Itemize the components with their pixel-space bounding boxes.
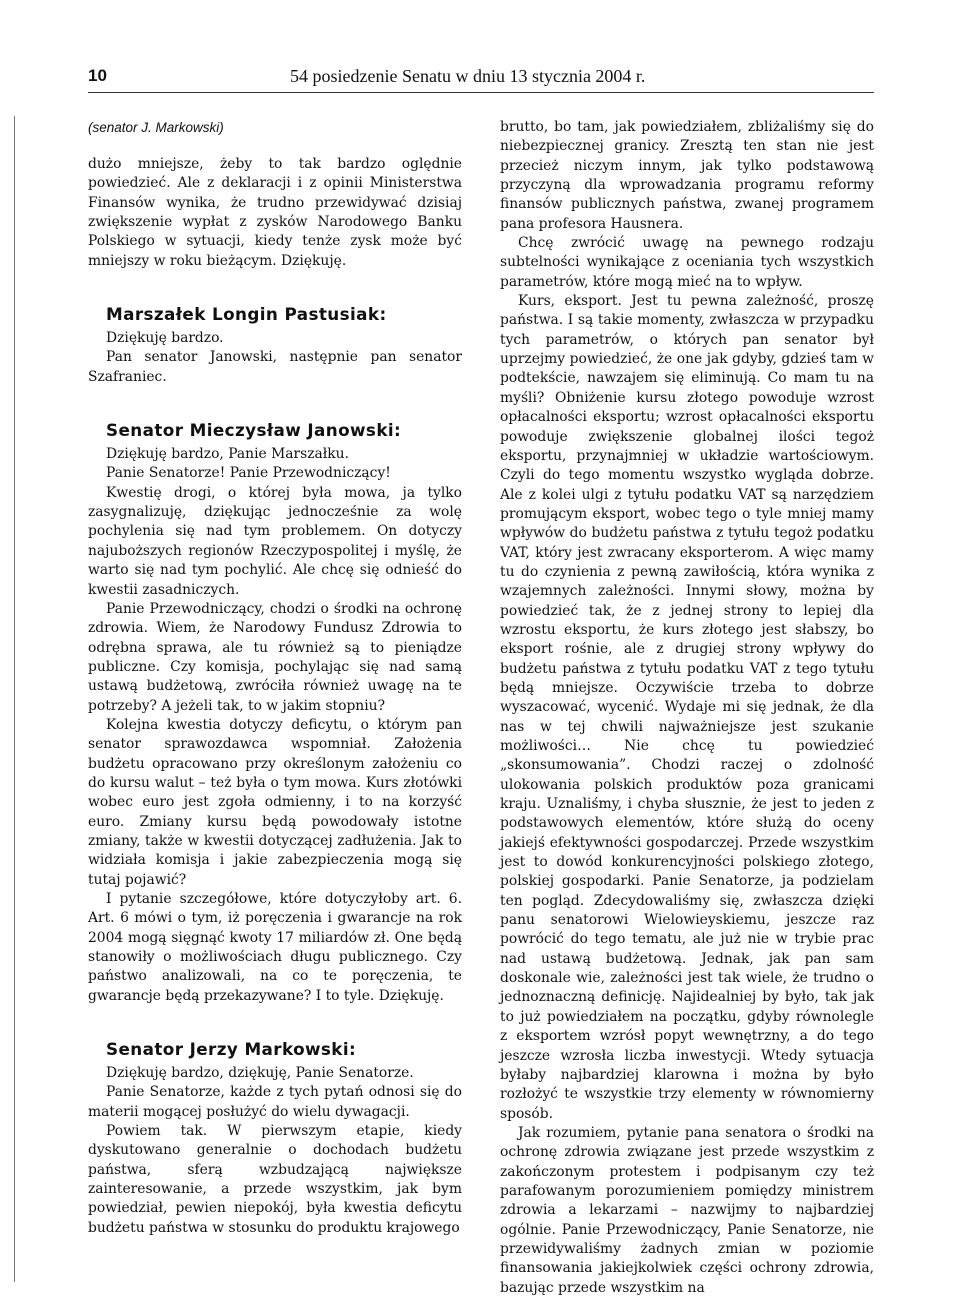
page-header — [88, 66, 874, 93]
paragraph: I pytanie szczegółowe, które dotyczyłoby art. 6. Art. 6 mówi o tym, iż poręczenia i gwarancje na rok 2004 mogą sięgnąć kwoty 17 miliardów zł. One będą stanowiły o możliwościach długu publicznego. Czy państwo analizowali, na co te poręczenia, te gwarancje będą przekazywane? I to tyle. Dziękuję. — [88, 891, 462, 1004]
paragraph: dużo mniejsze, żeby to tak bardzo oględnie powiedzieć. Ale z deklaracji i z opinii Ministerstwa Finansów wynika, że trudno przewidywać dzisiaj zwiększenie wypłat z zysków Narodowego Banku Polskiego w sytuacji, kiedy tenże zysk może być mniejszy w roku bieżącym. Dziękuję. — [88, 156, 462, 269]
paragraph: Panie Senatorze, każde z tych pytań odnosi się do materii mogącej posłużyć do wielu dywagacji. — [88, 1084, 462, 1120]
paragraph: Dziękuję bardzo, dziękuję, Panie Senatorze. — [106, 1065, 414, 1082]
paragraph: brutto, bo tam, jak powiedziałem, zbliżaliśmy się do niebezpiecznej granicy. Zresztą ten stan nie jest przecież niczym innym, jak tylko podstawową przyczyną dla wprowadzania programu reformy finansów publicznych państwa, zwanej programem pana profesora Hausnera. — [500, 119, 874, 232]
left-column — [88, 118, 462, 1238]
paragraph: Pan senator Janowski, następnie pan senator Szafraniec. — [88, 349, 462, 385]
right-column — [500, 118, 874, 1298]
paragraph: Kurs, eksport. Jest tu pewna zależność, proszę państwa. I są takie momenty, zwłaszcza w przypadku tych parametrów, o których pan senator był uprzejmy powiedzieć, że one jak gdyby, gdzieś tam w podtekście, nawzajem się eliminują. Co mam tu na myśli? Obniżenie kursu złotego powoduje wzrost opłacalności eksportu; wzrost opłacalności eksportu powoduje zwiększenie globalnej ilości tegoż eksportu, przynajmniej w układzie wartościowym. Czyli do tego momentu wszystko wygląda dobrze. Ale z kolei ulgi z tytułu podatku VAT są narzędziem promującym eksport, wobec tego o tyle mniej mamy wpływów do budżetu państwa z tytułu tegoż podatku VAT, który jest zwracany eksporterom. A więc mamy tu do czynienia z pewną zawiłością, która wynika z wzajemnych zależności. Innymi słowy, można by powiedzieć tak, że z jednej strony to lepiej dla wzrostu eksportu, że kurs złotego jest słabszy, bo eksport rośnie, ale z drugiej strony wpływy do budżetu państwa z tytułu podatku VAT z tego tytułu będą mniejsze. Oczywiście trzeba to dobrze wyszacować, wycenić. Wydaje mi się jednak, że dla nas w tej chwili najważniejsze jest szukanie możliwości… Nie chcę tu powiedzieć „skonsumowania”. Chodzi raczej o zdolność ulokowania polskich produktów poza granicami kraju. Uznaliśmy, i chyba słusznie, że jest to jeden z podstawowych elementów, które służą do oceny jakiejś efektywności gospodarczej. Przede wszystkim jest to dowód konkurencyjności polskiego złotego, polskiej gospodarki. Panie Senatorze, ja podzielam ten pogląd. Zdecydowaliśmy się, zwłaszcza dzięki panu senatorowi Wielowieyskiemu, jeszcze raz powrócić do tego tematu, ale już nie w trybie prac nad ustawą budżetową. Jednak, jak pan sam doskonale wie, zależności jest tak wiele, że trudno o jednoznaczną definicję. Najidealniej by było, tak jak to już powiedziałem na początku, gdyby równolegle z eksportem wzrósł popyt wewnętrzny, a do tego jeszcze wzrosła liczba inwestycji. Wtedy sytuacja byłaby najbardziej klarowna i można by było rozłożyć te wszystkie trzy elementy w równomierny sposób. — [500, 293, 874, 1122]
continued-speaker-label: (senator J. Markowski) — [88, 120, 224, 135]
paragraph: Powiem tak. W pierwszym etapie, kiedy dyskutowano generalnie o dochodach budżetu państwa, sferą wzbudzającą największe zainteresowanie, a przede wszystkim, jak bym powiedział, pewien niepokój, była kwestia deficytu budżetu państwa w stosunku do produktu krajowego — [88, 1123, 462, 1236]
paragraph: Kolejna kwestia dotyczy deficytu, o którym pan senator sprawozdawca wspomniał. Założenia budżetu opracowano przy określonym założeniu co do kursu walut – też była o tym mowa. Kurs złotówki wobec euro jest zgoła odmienny, i to na korzyść euro. Zmiany kursu będą powodowały istotne zmiany, także w kwestii dotyczącej zadłużenia. Jak to widziała komisja i jakie zabezpieczenia mogą się tutaj pojawić? — [88, 716, 462, 888]
paragraph: Dziękuję bardzo, Panie Marszałku. — [106, 446, 350, 463]
paragraph: Kwestię drogi, o której była mowa, ja tylko zasygnalizuję, dziękując jednocześnie za wolę pochylenia się nad tym problemem. On dotyczy najuboższych regionów Rzeczypospolitej i myślę, że warto się nad tym pochylić. Ale chcę się odnieść do kwestii zasadniczych. — [88, 484, 462, 598]
paragraph: Panie Senatorze! Panie Przewodniczący! — [106, 465, 391, 482]
margin-rule — [14, 116, 15, 1282]
paragraph: Dziękuję bardzo. — [106, 330, 224, 347]
speaker-heading: Marszałek Longin Pastusiak: — [106, 304, 387, 325]
page-number: 10 — [88, 66, 107, 85]
paragraph: Panie Przewodniczący, chodzi o środki na ochronę zdrowia. Wiem, że Narodowy Fundusz Zdrowia to odrębna sprawa, ale tu również są to pieniądze publiczne. Czy komisja, pochylając się nad samą ustawą budżetową, zwróciła również uwagę na te potrzeby? A jeżeli tak, to w jakim stopniu? — [88, 600, 462, 714]
running-title: 54 posiedzenie Senatu w dniu 13 stycznia 2004 r. — [290, 66, 646, 86]
paragraph: Jak rozumiem, pytanie pana senatora o środki na ochronę zdrowia związane jest przede wszystkim z zakończonym protestem i podpisanym czy też parafowanym porozumieniem pomiędzy ministrem zdrowia a lekarzami – nazwijmy to najbardziej ogólnie. Panie Przewodniczący, Panie Senatorze, nie przewidywaliśmy żadnych zmian w poziomie finansowania jakiejkolwiek części ochrony zdrowia, bazując przede wszystkim na — [500, 1124, 874, 1296]
speaker-heading: Senator Jerzy Markowski: — [106, 1039, 357, 1060]
speaker-heading: Senator Mieczysław Janowski: — [106, 420, 402, 441]
paragraph: Chcę zwrócić uwagę na pewnego rodzaju subtelności wynikające z oceniania tych wszystkich parametrów, które mogą mieć na to wpływ. — [500, 235, 874, 290]
